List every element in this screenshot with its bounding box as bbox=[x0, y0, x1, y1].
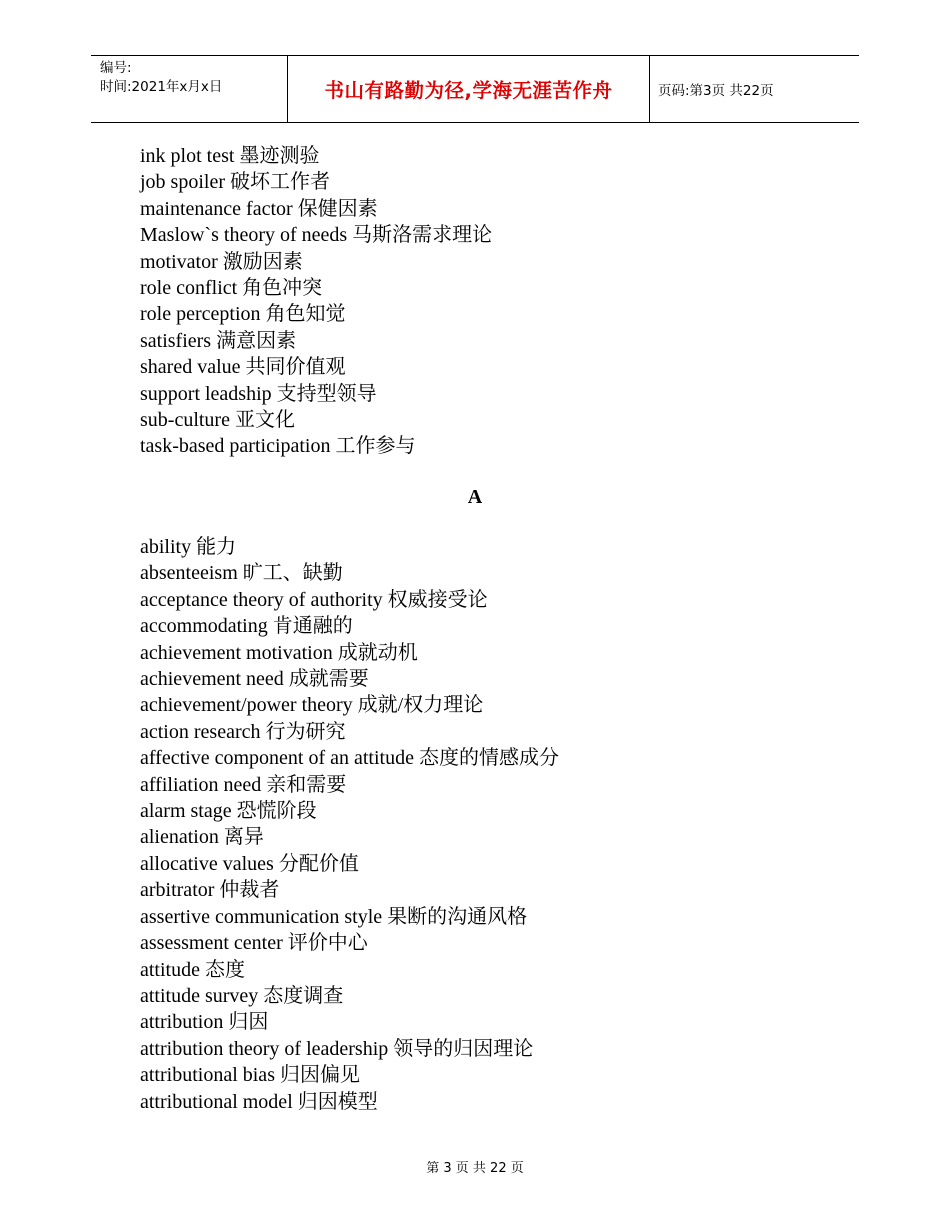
header-meta bbox=[91, 56, 287, 122]
glossary-entry: attitude 态度 bbox=[140, 958, 245, 981]
glossary-entry: shared value 共同价值观 bbox=[140, 356, 346, 379]
glossary-entry: ability 能力 bbox=[140, 536, 237, 558]
glossary-entry: task-based participation 工作参与 bbox=[140, 435, 416, 458]
glossary-entry: action research 行为研究 bbox=[140, 720, 346, 743]
header-page-info: 页码:第3页 共22页 bbox=[658, 83, 774, 99]
glossary-entry: attributional bias 归因偏见 bbox=[140, 1064, 360, 1087]
glossary-entry: attribution 归因 bbox=[140, 1011, 269, 1034]
glossary-entry: absenteeism 旷工、缺勤 bbox=[140, 562, 343, 585]
glossary-entry: accommodating 肯通融的 bbox=[140, 615, 353, 638]
glossary-entry: affective component of an attitude 态度的情感成分 bbox=[140, 747, 559, 770]
glossary-entry: alienation 离异 bbox=[140, 826, 264, 849]
number-label: 编号: bbox=[100, 60, 132, 76]
glossary-entry: support leadship 支持型领导 bbox=[140, 382, 377, 405]
glossary-entry: assessment center 评价中心 bbox=[140, 932, 368, 955]
glossary-entry: role conflict 角色冲突 bbox=[140, 277, 323, 300]
glossary-entry: affiliation need 亲和需要 bbox=[140, 773, 347, 796]
header-motto: 书山有路勤为径,学海无涯苦作舟 bbox=[287, 56, 650, 122]
glossary-entry: maintenance factor 保健因素 bbox=[140, 197, 378, 220]
section-heading-a: A bbox=[467, 486, 483, 508]
glossary-entry: attribution theory of leadership 领导的归因理论 bbox=[140, 1037, 534, 1060]
glossary-entry: satisfiers 满意因素 bbox=[140, 329, 297, 352]
glossary-entry: achievement motivation 成就动机 bbox=[140, 641, 418, 664]
glossary-entry: achievement/power theory 成就/权力理论 bbox=[140, 694, 484, 717]
term-list-a bbox=[140, 534, 559, 1115]
glossary-entry: allocative values 分配价值 bbox=[140, 852, 359, 875]
term-list-continued bbox=[140, 143, 492, 460]
glossary-entry: motivator 激励因素 bbox=[140, 250, 303, 273]
page-footer: 第 3 页 共 22 页 bbox=[426, 1161, 524, 1176]
page-header bbox=[91, 55, 859, 123]
time-label: 时间:2021年x月x日 bbox=[100, 79, 223, 95]
glossary-entry: sub-culture 亚文化 bbox=[140, 409, 295, 432]
glossary-entry: job spoiler 破坏工作者 bbox=[140, 171, 330, 194]
glossary-entry: attributional model 归因模型 bbox=[140, 1090, 378, 1113]
glossary-entry: acceptance theory of authority 权威接受论 bbox=[140, 588, 488, 611]
glossary-entry: arbitrator 仲裁者 bbox=[140, 879, 280, 902]
glossary-entry: attitude survey 态度调查 bbox=[140, 984, 344, 1007]
glossary-entry: Maslow`s theory of needs 马斯洛需求理论 bbox=[140, 224, 493, 247]
glossary-entry: role perception 角色知觉 bbox=[140, 303, 346, 326]
glossary-entry: alarm stage 恐慌阶段 bbox=[140, 800, 317, 823]
glossary-entry: ink plot test 墨迹测验 bbox=[140, 145, 320, 167]
glossary-entry: assertive communication style 果断的沟通风格 bbox=[140, 905, 528, 928]
glossary-entry: achievement need 成就需要 bbox=[140, 668, 369, 691]
